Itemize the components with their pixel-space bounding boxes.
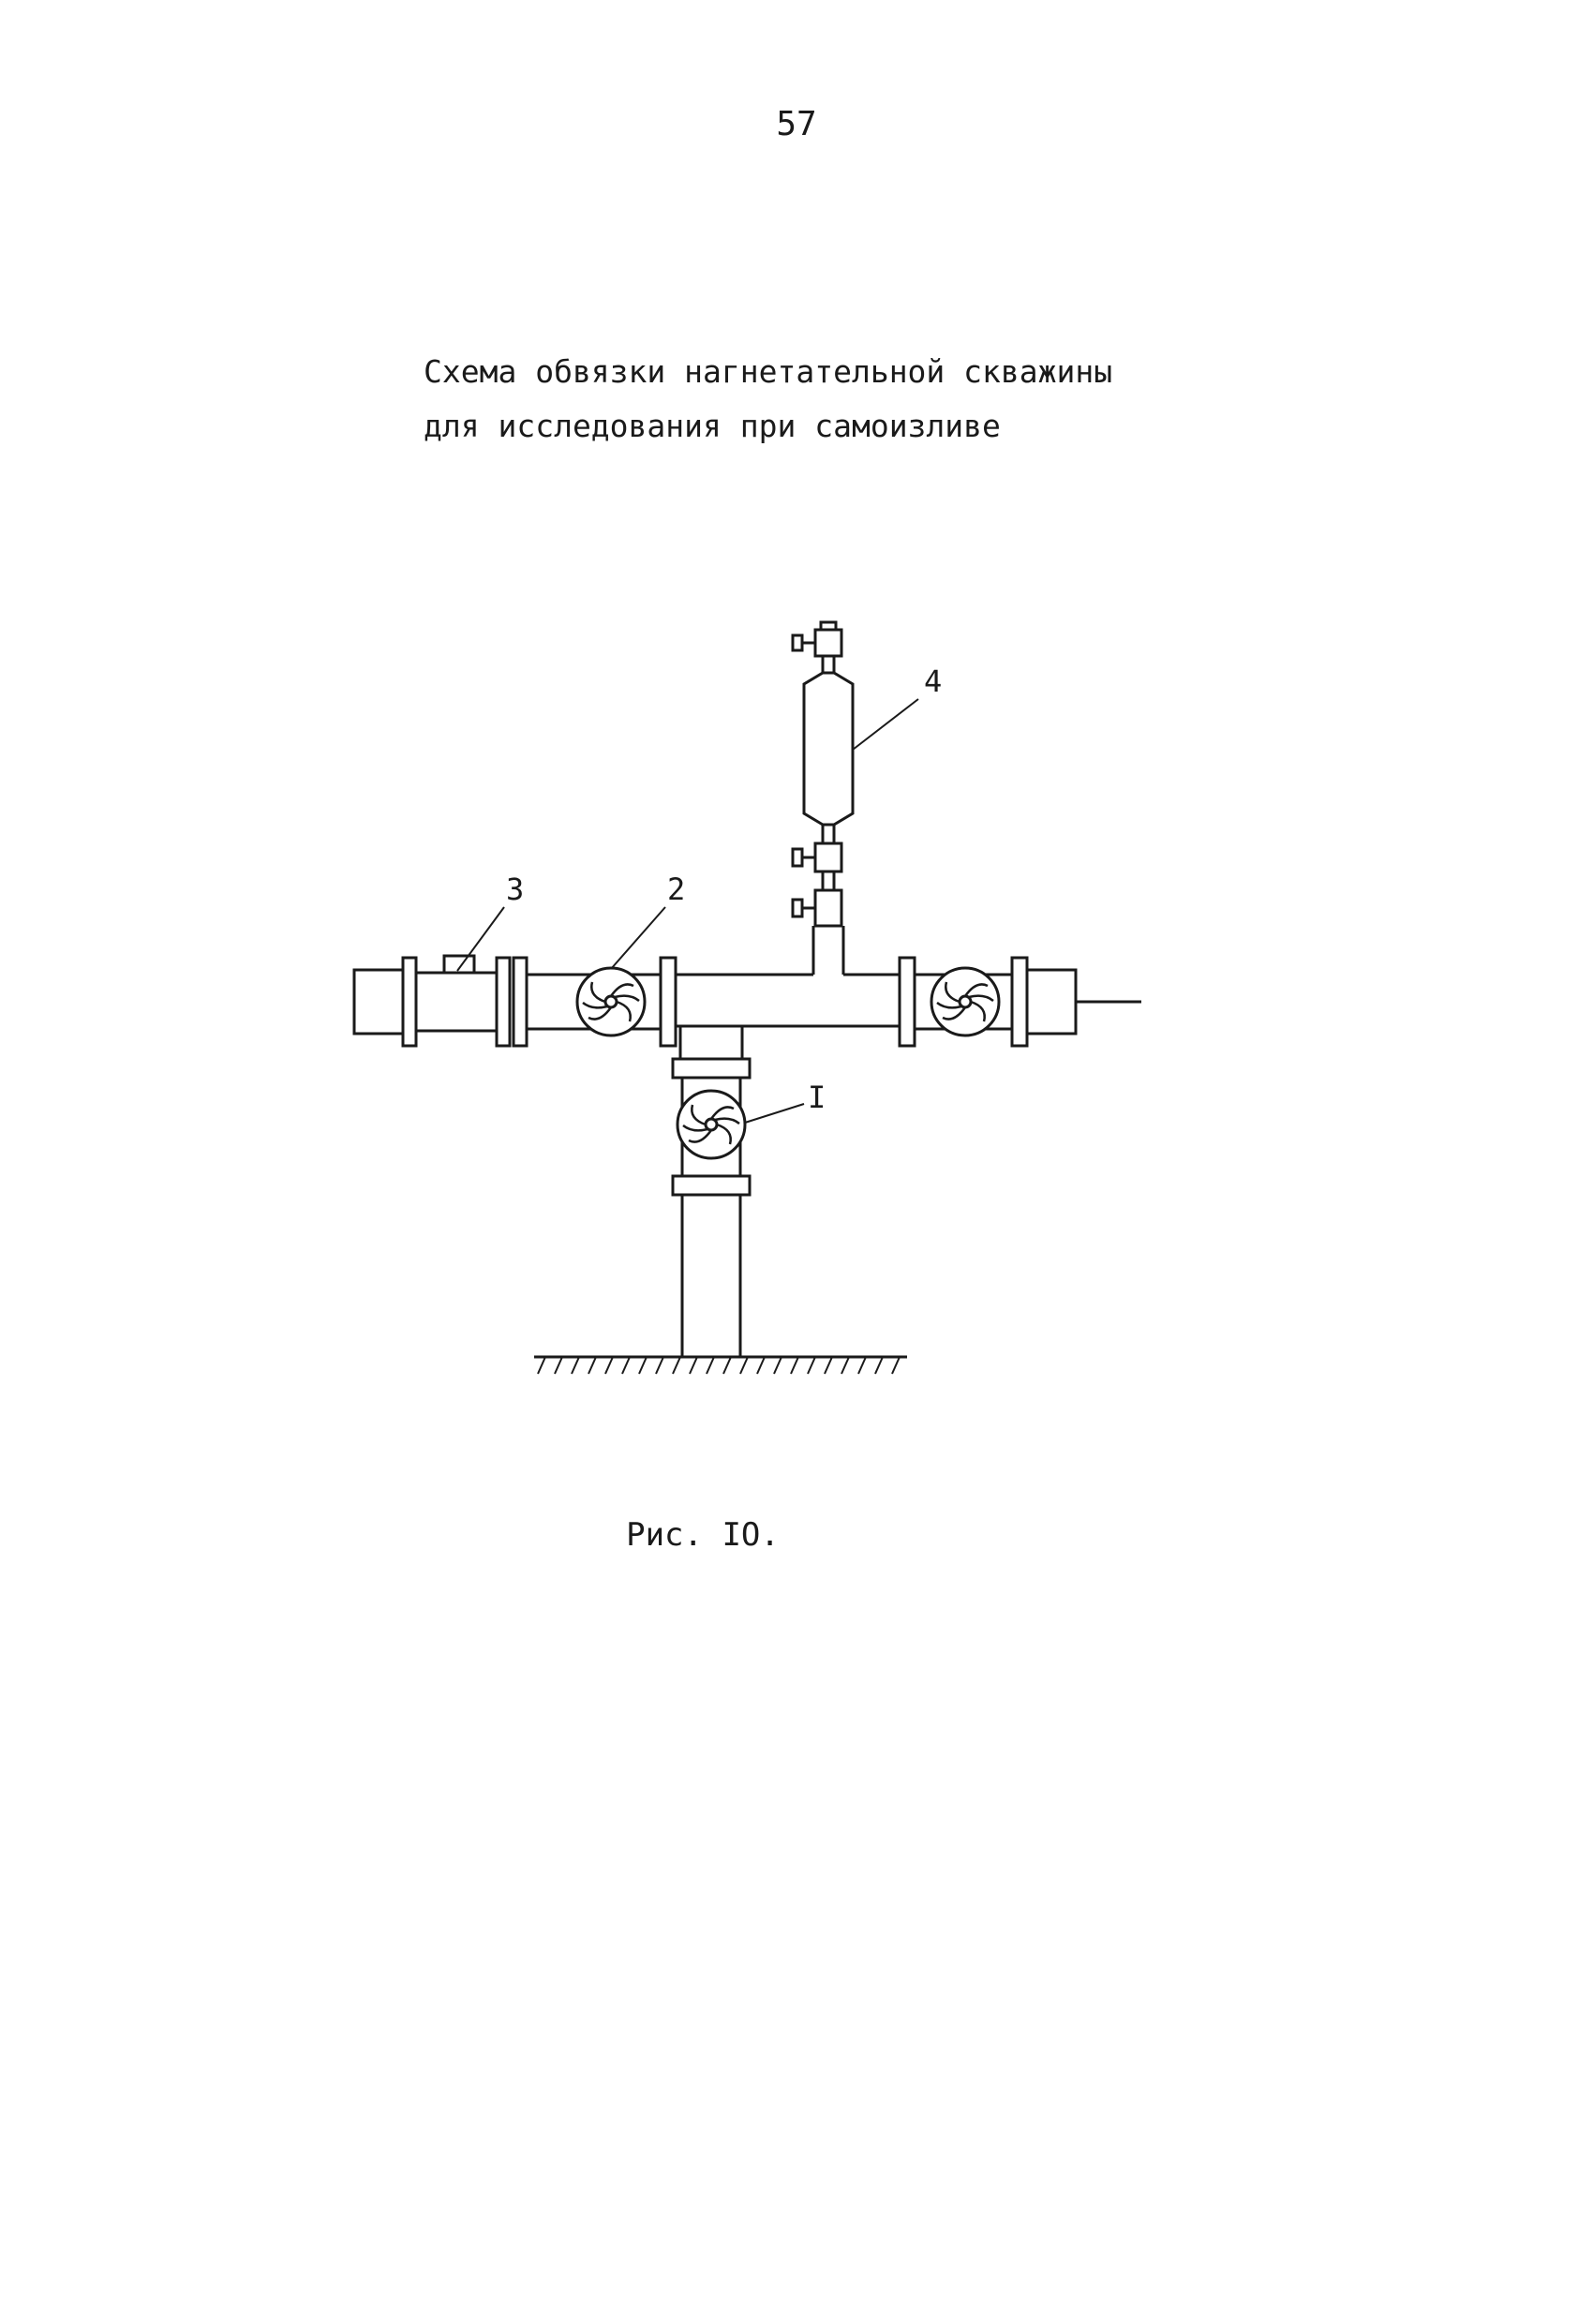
label-1: I	[808, 1080, 826, 1115]
label-2: 2	[667, 872, 686, 907]
valve-right	[931, 968, 999, 1035]
header-pipe	[354, 926, 1141, 1046]
ground	[534, 1357, 907, 1374]
page-number: 57	[776, 105, 817, 143]
valve-1	[677, 1091, 745, 1158]
title-line-1: Схема обвязки нагнетательной скважины	[424, 353, 1113, 390]
instrument-branch	[793, 622, 853, 926]
wellhead-column	[673, 1026, 750, 1357]
label-3: 3	[506, 872, 525, 907]
title-line-2: для исследования при самоизливе	[424, 408, 1001, 444]
valve-2	[577, 968, 645, 1035]
label-4: 4	[924, 663, 943, 699]
figure-caption: Рис. IO.	[626, 1516, 780, 1554]
